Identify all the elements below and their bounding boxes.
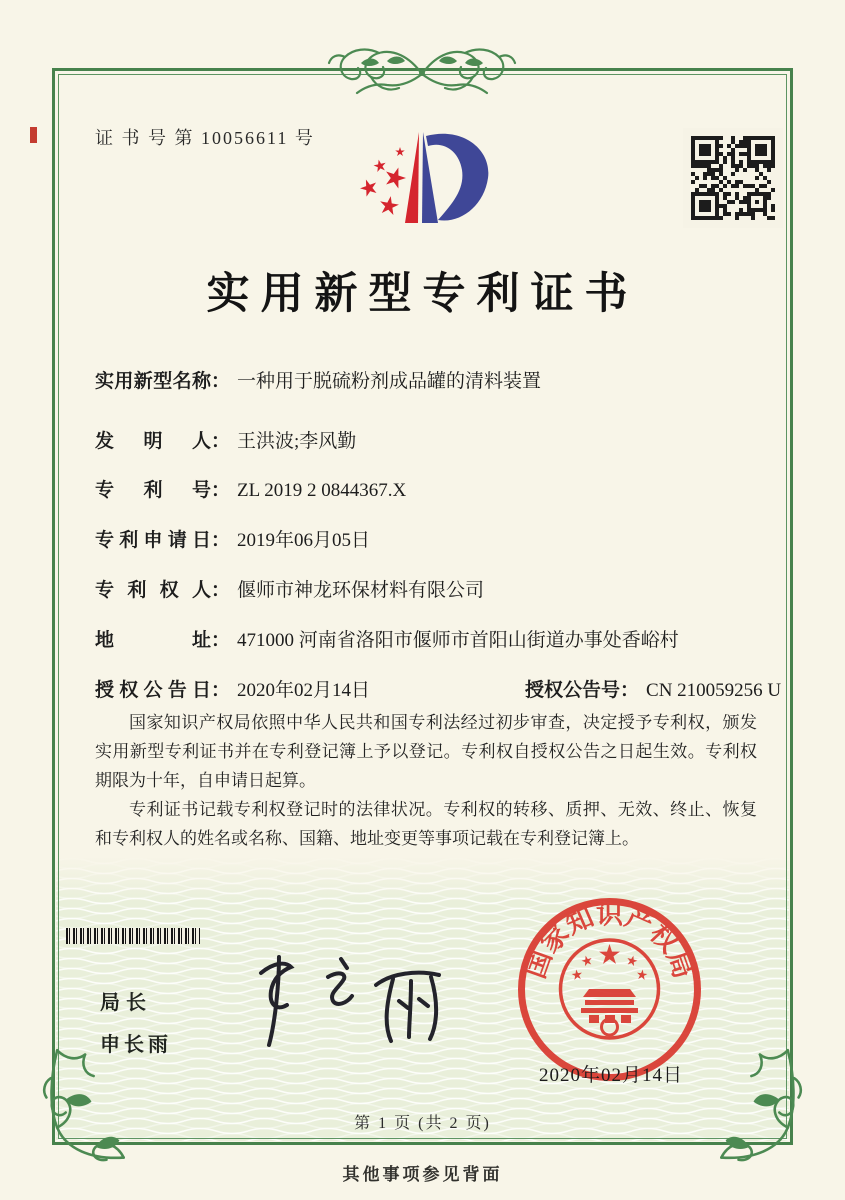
field-colon: ： (211, 580, 231, 601)
legal-paragraph-2: 专利证书记载专利权登记时的法律状况。专利权的转移、质押、无效、终止、恢复和专利权人的姓名或名称、国籍、地址变更等事项记载在专利登记簿上。 (95, 800, 757, 848)
field-label: 发明人 (95, 431, 211, 452)
seal-date: 2020年02月14日 (538, 1065, 683, 1086)
back-side-note: 其他事项参见背面 (342, 1165, 503, 1184)
field-value: 471000 河南省洛阳市偃师市首阳山街道办事处香峪村 (237, 630, 679, 651)
field-value: ZL 2019 2 0844367.X (237, 480, 407, 501)
field-colon: ： (211, 530, 231, 551)
field-value: 2019年06月05日 (237, 530, 371, 551)
field-value: CN 210059256 U (646, 680, 782, 701)
field-row-patentee (95, 575, 484, 602)
barcode-icon (66, 928, 200, 944)
field-colon: ： (211, 480, 231, 501)
field-colon: ： (211, 371, 231, 392)
field-row-filing-date (95, 525, 370, 552)
officer-title: 局长 (100, 992, 152, 1014)
certificate-number: 证 书 号 第 10056611 号 (95, 128, 315, 148)
field-value: 一种用于脱硫粉剂成品罐的清料装置 (237, 371, 542, 392)
cnipa-logo-icon (348, 128, 498, 246)
certificate-title: 实用新型专利证书 (206, 271, 639, 318)
signature-icon (233, 945, 448, 1055)
margin-red-mark (30, 127, 37, 143)
field-label: 专利号 (95, 480, 211, 501)
legal-paragraph-1: 国家知识产权局依照中华人民共和国专利法经过初步审查，决定授予专利权，颁发实用新型专利证书并在专利登记簿上予以登记。专利权自授权公告之日起生效。专利权期限为十年，自申请日起算。 (95, 713, 757, 790)
field-value: 王洪波;李风勤 (237, 431, 357, 452)
qr-code-icon (683, 128, 783, 228)
field-colon: ： (211, 680, 231, 701)
field-row-grant (95, 675, 782, 702)
national-emblem-icon (561, 940, 659, 1038)
field-colon: ： (620, 680, 640, 701)
cnipa-seal-icon (513, 893, 706, 1086)
field-value: 偃师市神龙环保材料有限公司 (237, 580, 485, 601)
field-label: 专利权人 (95, 580, 211, 601)
grant-number-group (525, 675, 781, 702)
officer-name: 申长雨 (100, 1034, 172, 1056)
field-label: 实用新型名称 (95, 371, 211, 392)
corner-flourish-left (40, 1046, 158, 1164)
page-number: 第 1 页 (共 2 页) (354, 1115, 491, 1132)
field-row-name (95, 366, 541, 393)
seal-text: 国家知识产权局 (520, 899, 699, 983)
field-colon: ： (211, 431, 231, 452)
field-label: 地址 (95, 630, 211, 651)
field-label: 专利申请日 (95, 530, 211, 551)
field-row-inventor (95, 426, 356, 453)
field-label: 授权公告号 (525, 680, 621, 701)
field-row-patent-no (95, 475, 406, 502)
field-value: 2020年02月14日 (237, 680, 371, 701)
field-label: 授权公告日 (95, 680, 211, 701)
field-colon: ： (211, 630, 231, 651)
top-flourish-ornament (327, 40, 517, 104)
field-row-address (95, 625, 679, 652)
legal-text (95, 708, 757, 853)
